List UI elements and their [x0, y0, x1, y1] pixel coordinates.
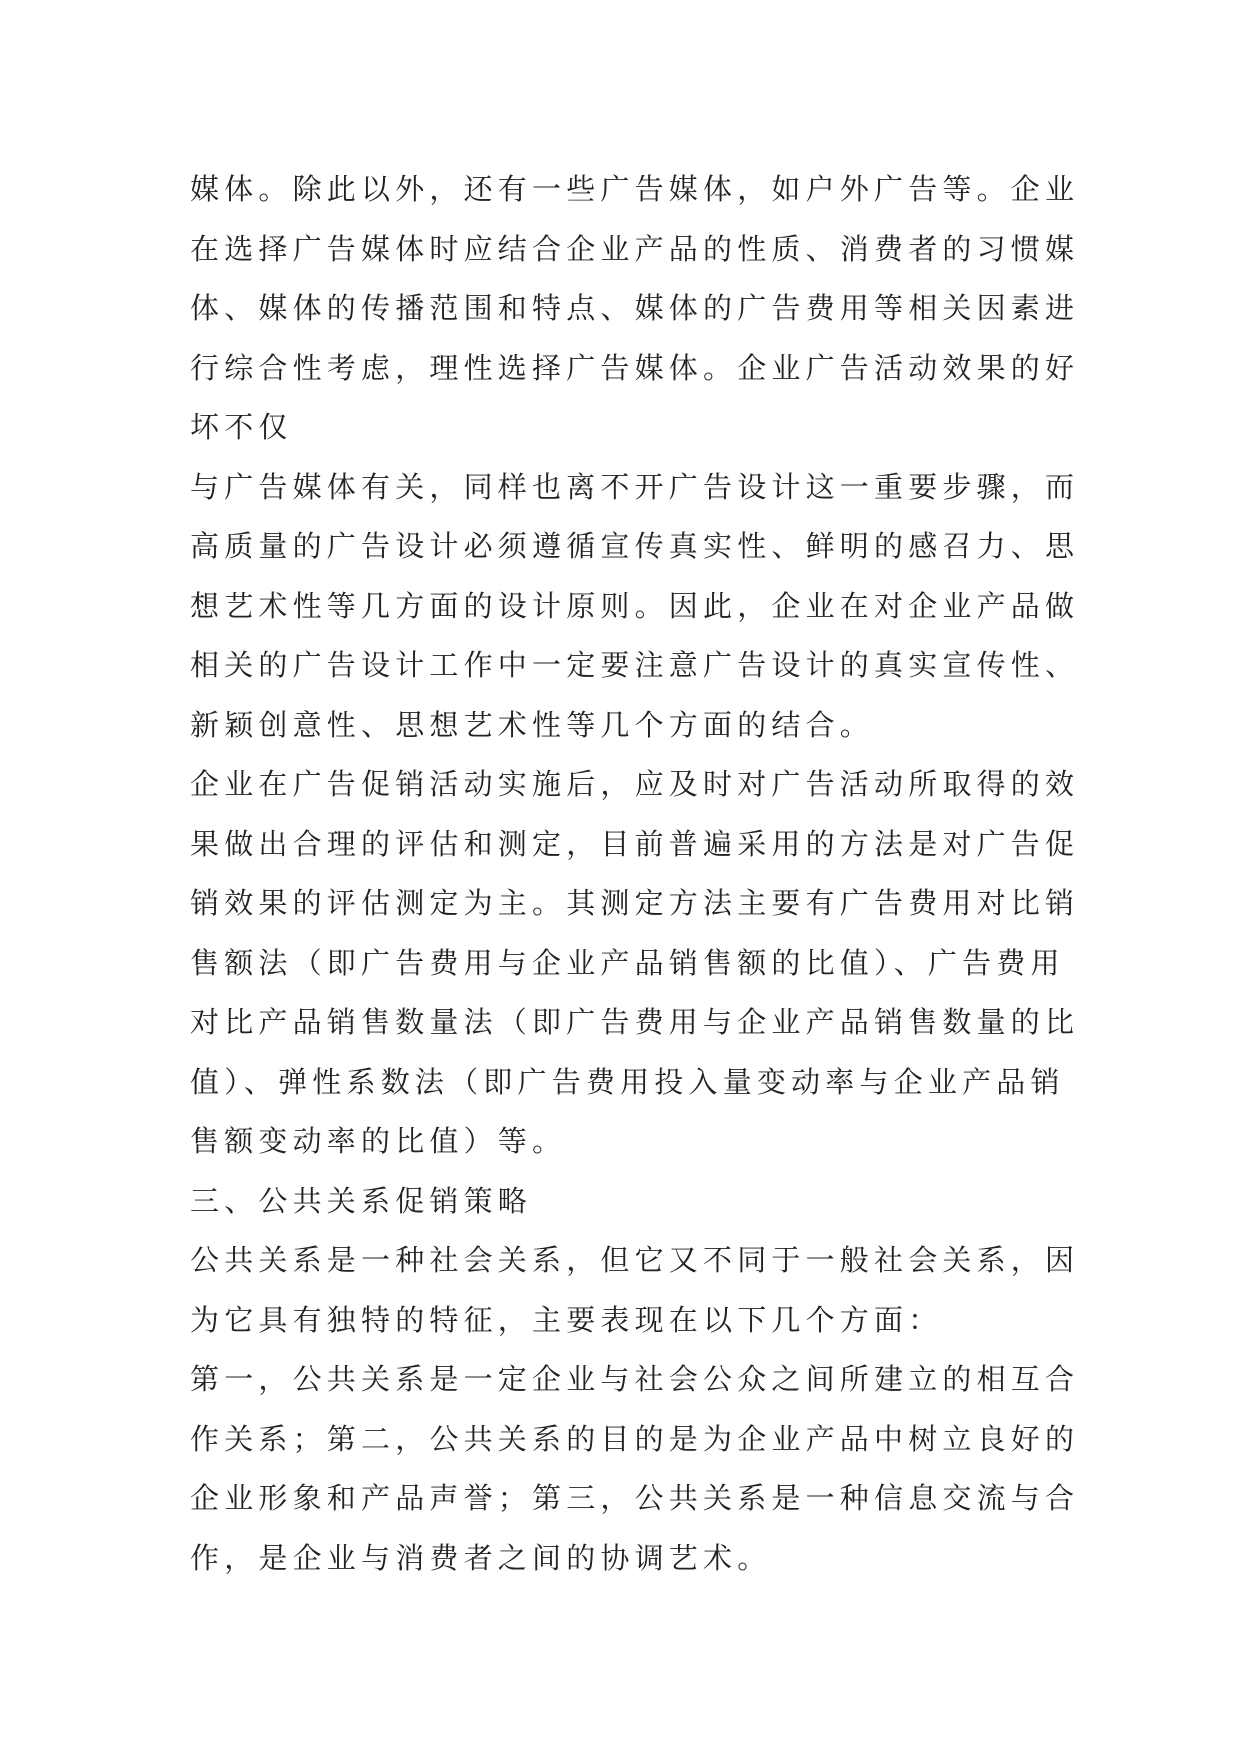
- text-line: 坏不仅: [190, 410, 293, 444]
- text-line: 果做出合理的评估和测定，目前普遍采用的方法是对广告促: [190, 826, 1080, 861]
- text-line: 媒体。除此以外，还有一些广告媒体，如户外广告等。企业: [190, 172, 1080, 206]
- text-line: 新颖创意性、思想艺术性等几个方面的结合。: [190, 707, 875, 742]
- text-line: 企业在广告促销活动实施后，应及时对广告活动所取得的效: [190, 767, 1080, 801]
- text-line: 行综合性考虑，理性选择广告媒体。企业广告活动效果的好: [190, 350, 1080, 385]
- text-line: 作关系；第二，公共关系的目的是为企业产品中树立良好的: [190, 1421, 1080, 1456]
- text-line: 售额法（即广告费用与企业产品销售额的比值）、广告费用: [190, 945, 1065, 980]
- text-line: 公共关系是一种社会关系，但它又不同于一般社会关系，因: [190, 1243, 1080, 1277]
- text-line: 企业形象和产品声誉；第三，公共关系是一种信息交流与合: [190, 1481, 1080, 1515]
- text-line: 在选择广告媒体时应结合企业产品的性质、消费者的习惯媒: [190, 231, 1080, 266]
- text-line: 与广告媒体有关，同样也离不开广告设计这一重要步骤，而: [190, 469, 1080, 504]
- text-line: 对比产品销售数量法（即广告费用与企业产品销售数量的比: [190, 1005, 1080, 1039]
- text-line: 想艺术性等几方面的设计原则。因此，企业在对企业产品做: [190, 588, 1080, 623]
- text-line: 相关的广告设计工作中一定要注意广告设计的真实宣传性、: [190, 648, 1080, 682]
- text-line: 作，是企业与消费者之间的协调艺术。: [190, 1540, 772, 1575]
- text-line: 高质量的广告设计必须遵循宣传真实性、鲜明的感召力、思: [190, 529, 1080, 563]
- text-line: 售额变动率的比值）等。: [190, 1124, 567, 1158]
- text-line: 销效果的评估测定为主。其测定方法主要有广告费用对比销: [190, 886, 1080, 920]
- text-line: 值）、弹性系数法（即广告费用投入量变动率与企业产品销: [190, 1064, 1065, 1099]
- body-text: [190, 160, 1080, 1588]
- text-line: 为它具有独特的特征，主要表现在以下几个方面：: [190, 1302, 943, 1337]
- text-line: 第一，公共关系是一定企业与社会公众之间所建立的相互合: [190, 1362, 1080, 1396]
- section-heading: 三、公共关系促销策略: [190, 1183, 533, 1218]
- text-line: 体、媒体的传播范围和特点、媒体的广告费用等相关因素进: [190, 291, 1080, 325]
